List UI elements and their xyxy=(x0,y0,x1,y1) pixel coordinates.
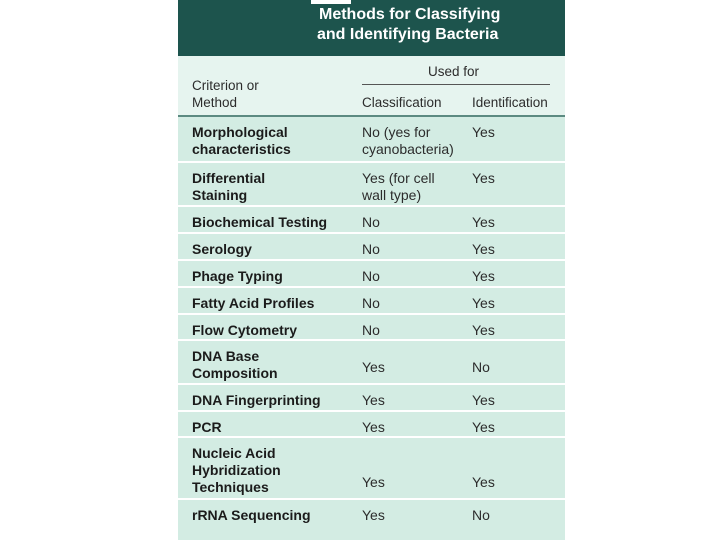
header-classification: Classification xyxy=(362,95,442,110)
table-row xyxy=(178,207,565,234)
identification-cell: Yes xyxy=(472,295,495,311)
criterion-cell: Serology xyxy=(192,241,252,257)
classification-cell: Yes xyxy=(362,392,385,408)
table-title-line-1: Methods for Classifying xyxy=(319,6,501,23)
identification-cell: Yes xyxy=(472,419,495,435)
table-title xyxy=(319,5,559,45)
table-row xyxy=(178,341,565,385)
identification-cell: Yes xyxy=(472,241,495,257)
criterion-cell: Phage Typing xyxy=(192,268,283,284)
classification-cell: No xyxy=(362,295,380,311)
table-row xyxy=(178,315,565,341)
criterion-cell: rRNA Sequencing xyxy=(192,507,311,523)
classification-cell: Yes xyxy=(362,474,385,490)
criterion-cell: Nucleic Acid Hybridization Techniques xyxy=(192,445,281,495)
identification-cell: Yes xyxy=(472,392,495,408)
title-bar xyxy=(178,0,565,56)
classification-cell: No xyxy=(362,322,380,338)
header-used-for: Used for xyxy=(428,64,480,79)
identification-cell: Yes xyxy=(472,214,495,230)
classification-cell: Yes (for cell wall type) xyxy=(362,170,435,203)
identification-cell: No xyxy=(472,359,490,375)
header-criterion-line-2: Method xyxy=(192,95,238,110)
table-row xyxy=(178,234,565,261)
criterion-cell: PCR xyxy=(192,419,222,435)
classification-cell: No xyxy=(362,268,380,284)
classification-cell: No xyxy=(362,214,380,230)
criterion-cell: Biochemical Testing xyxy=(192,214,328,230)
table-row xyxy=(178,385,565,412)
identification-cell: Yes xyxy=(472,322,495,338)
identification-cell: Yes xyxy=(472,170,495,186)
table-title-line-2: and Identifying Bacteria xyxy=(317,26,499,43)
criterion-cell: Differential Staining xyxy=(192,170,266,203)
identification-cell: No xyxy=(472,507,490,523)
table-row xyxy=(178,288,565,315)
criterion-cell: Morphological characteristics xyxy=(192,124,291,157)
identification-cell: Yes xyxy=(472,474,495,490)
classification-cell: Yes xyxy=(362,507,385,523)
table-row xyxy=(178,261,565,288)
header-identification: Identification xyxy=(472,95,548,110)
identification-cell: Yes xyxy=(472,268,495,284)
classification-cell: No (yes for cyanobacteria) xyxy=(362,124,454,157)
criterion-cell: DNA Base Composition xyxy=(192,348,278,381)
classification-cell: No xyxy=(362,241,380,257)
classification-cell: Yes xyxy=(362,359,385,375)
table-row xyxy=(178,500,565,540)
criterion-cell: DNA Fingerprinting xyxy=(192,392,321,408)
criterion-cell: Flow Cytometry xyxy=(192,322,298,338)
table-row xyxy=(178,438,565,500)
table-row xyxy=(178,412,565,438)
table-row xyxy=(178,163,565,207)
criterion-cell: Fatty Acid Profiles xyxy=(192,295,315,311)
identification-cell: Yes xyxy=(472,124,495,140)
table-row xyxy=(178,117,565,163)
classification-cell: Yes xyxy=(362,419,385,435)
header-criterion xyxy=(192,77,259,111)
header-criterion-line-1: Criterion or xyxy=(192,78,259,93)
used-for-rule xyxy=(362,84,550,85)
methods-table-panel xyxy=(178,0,565,540)
title-notch xyxy=(311,0,351,4)
